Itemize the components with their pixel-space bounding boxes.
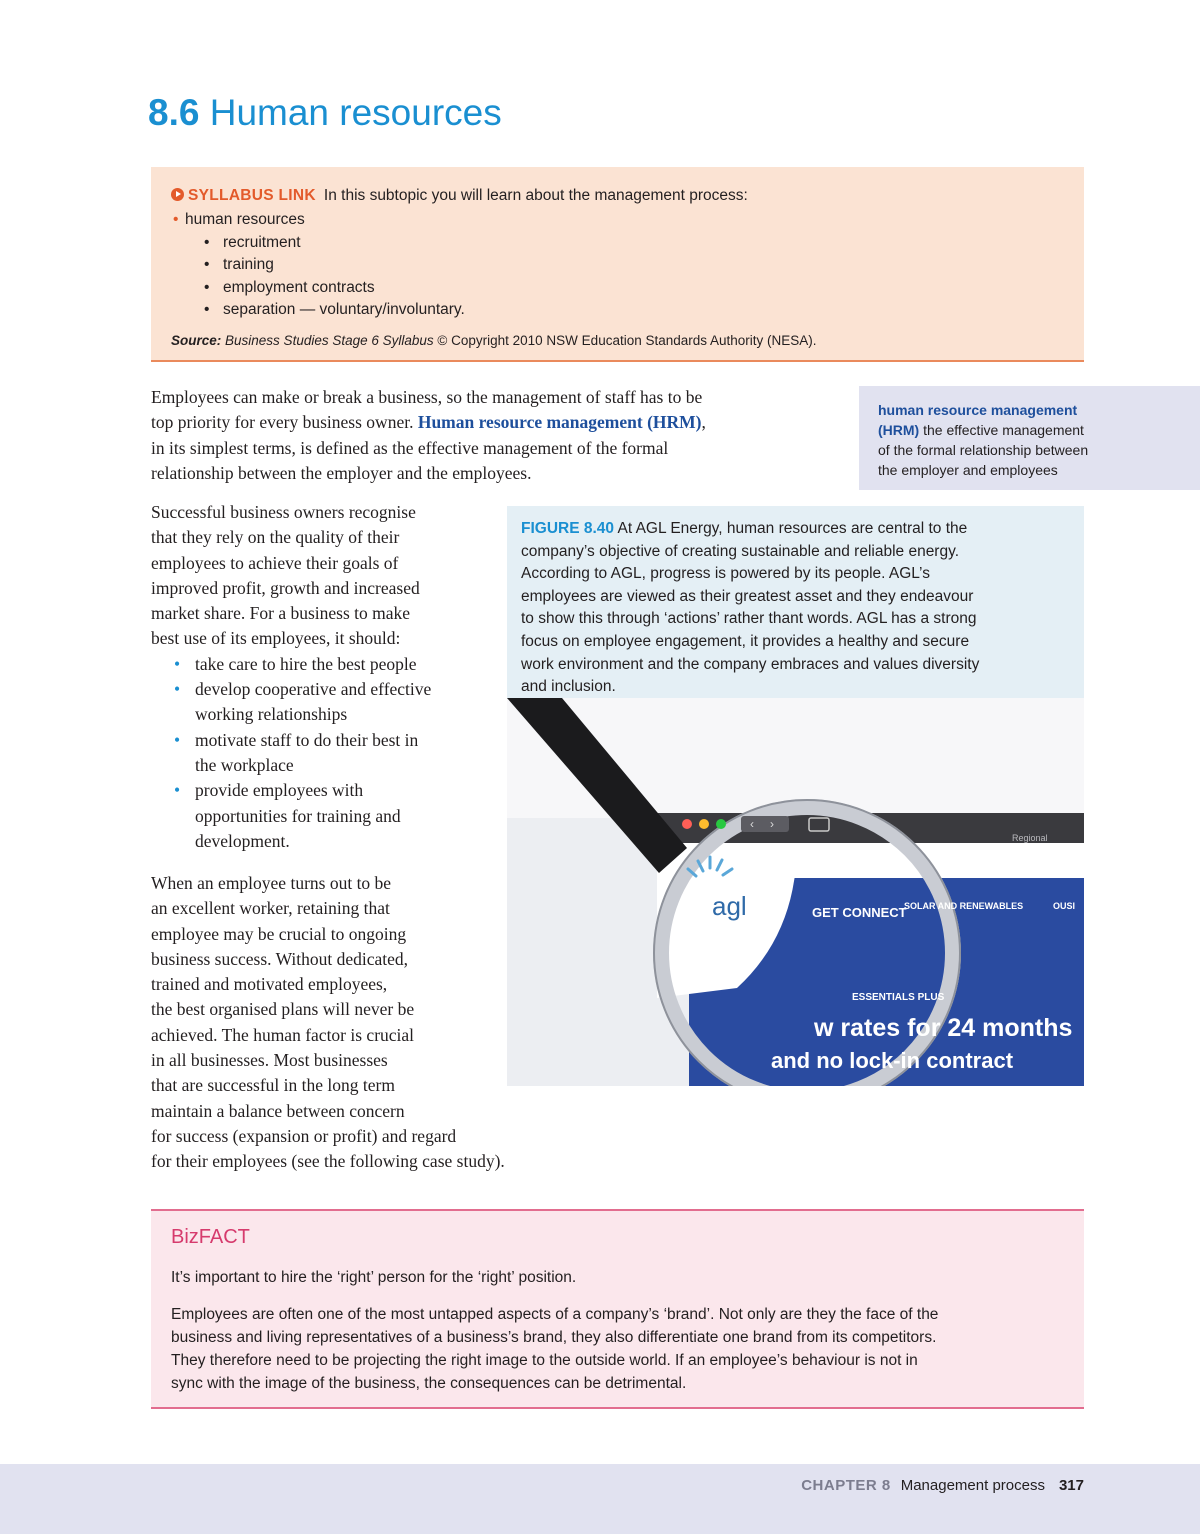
bizfact-title: BizFACT [171, 1226, 250, 1248]
text-line [521, 518, 979, 541]
syllabus-list [171, 209, 465, 322]
browser-nav-arrows [741, 816, 789, 832]
bizfact-paragraph-2 [171, 1303, 938, 1395]
figure-8-40 [507, 506, 1084, 1086]
source-label: Source: [171, 333, 222, 348]
nav-other: OUSI [1053, 901, 1076, 911]
list-item: • separation — voluntary/involuntary. [171, 299, 465, 322]
text-line: that they rely on the quality of their [151, 527, 400, 548]
browser-close-dot [682, 819, 692, 829]
intro-paragraph [151, 385, 831, 486]
text-fragment: top priority for every business owner. [151, 412, 418, 433]
text-line: • motivate staff to do their best in [195, 729, 419, 750]
text-line: business and living representatives of a business’s brand, they also differentiate one brand from its competitors. [171, 1329, 937, 1346]
list-item [151, 677, 431, 728]
text-line: and inclusion. [521, 678, 616, 696]
bizfact-paragraph-1: It’s important to hire the ‘right’ person for the ‘right’ position. [171, 1269, 577, 1286]
text-line: • take care to hire the best people [195, 653, 417, 674]
text-line: They therefore need to be projecting the right image to the outside world. If an employee’s behaviour is not in [171, 1352, 918, 1369]
glossary-term: human resource management [878, 402, 1078, 418]
text-line: employees to achieve their goals of [151, 552, 399, 573]
syllabus-intro [171, 187, 748, 205]
text-line: According to AGL, progress is powered by its people. AGL’s [521, 565, 930, 583]
promo-small-label: ESSENTIALS PLUS [852, 992, 945, 1003]
text-line: the best organised plans will never be [151, 999, 415, 1020]
syllabus-intro-text: In this subtopic you will learn about the management process: [323, 187, 748, 204]
top-bar-text: Regional [1012, 833, 1048, 843]
text-line: an excellent worker, retaining that [151, 898, 390, 919]
glossary-term-abbr: (HRM) [878, 422, 920, 438]
text-line: focus on employee engagement, it provides a healthy and secure [521, 632, 970, 650]
figure-caption [521, 518, 979, 699]
section-heading [148, 92, 502, 134]
nav-get-connected: GET CONNECT [812, 905, 907, 920]
text-fragment: At AGL Energy, human resources are central to the [614, 520, 968, 537]
list-item: • human resources [171, 209, 465, 232]
page-footer [0, 1464, 1200, 1534]
text-line: to show this through ‘actions’ rather thant words. AGL has a strong [521, 610, 977, 628]
text-line: that are successful in the long term [151, 1075, 395, 1096]
play-arrow-icon [171, 188, 184, 201]
forward-arrow-icon: › [770, 817, 774, 831]
text-line: in all businesses. Most businesses [151, 1050, 388, 1071]
text-line: work environment and the company embraces and values diversity [521, 655, 980, 673]
list-item [151, 778, 431, 854]
text-line: opportunities for training and [195, 805, 401, 826]
glossary-definition: the employer and employees [878, 462, 1058, 478]
text-fragment: , [701, 412, 706, 433]
text-line: achieved. The human factor is crucial [151, 1024, 415, 1045]
source-title: Business Studies Stage 6 Syllabus [225, 333, 434, 348]
text-line: Successful business owners recognise [151, 502, 416, 522]
text-line: improved profit, growth and increased [151, 577, 420, 598]
text-line: When an employee turns out to be [151, 873, 392, 893]
syllabus-link-box [151, 167, 1084, 362]
text-line: maintain a balance between concern [151, 1100, 405, 1121]
list-item [151, 652, 431, 677]
glossary-definition: of the formal relationship between [878, 442, 1089, 458]
glossary-definition: the effective management [919, 422, 1084, 438]
text-line: sync with the image of the business, the consequences can be detrimental. [171, 1375, 687, 1392]
browser-maximize-dot [716, 819, 726, 829]
text-line: employees are viewed as their greatest asset and they endeavour [521, 587, 974, 605]
list-item [151, 728, 431, 779]
bullet-list [151, 652, 431, 854]
source-copyright: © Copyright 2010 NSW Education Standards Authority (NESA). [437, 333, 817, 348]
promo-headline-1: w rates for 24 months [814, 1014, 1073, 1042]
text-line: Employees can make or break a business, so the management of staff has to be [151, 387, 703, 407]
paragraph-business-owners [151, 500, 431, 854]
text-line: working relationships [195, 704, 348, 725]
section-title: Human resources [209, 92, 502, 133]
magnifier-illustration [507, 698, 1084, 1086]
agl-magnifier-photo [507, 698, 1084, 1086]
chapter-label: CHAPTER 8 [801, 1477, 891, 1494]
text-line: the workplace [195, 754, 294, 775]
text-line: company’s objective of creating sustainable and reliable energy. [521, 542, 959, 560]
text-line [151, 410, 831, 435]
text-line: for success (expansion or profit) and regard [151, 1125, 457, 1146]
list-item: • employment contracts [171, 277, 465, 300]
text-line: in its simplest terms, is defined as the effective management of the formal [151, 437, 669, 458]
agl-logo-text: agl [712, 891, 747, 921]
text-line: Employees are often one of the most untapped aspects of a company’s ‘brand’. Not only are they the face of the [171, 1306, 939, 1323]
text-line: business success. Without dedicated, [151, 948, 409, 969]
browser-minimize-dot [699, 819, 709, 829]
chapter-title: Management process [900, 1477, 1045, 1494]
glossary-margin-note [859, 386, 1200, 490]
paragraph-retention [151, 871, 505, 1175]
text-line: • develop cooperative and effective [195, 679, 432, 700]
back-arrow-icon: ‹ [750, 817, 754, 831]
promo-headline-2: and no lock-in contract [771, 1048, 1014, 1073]
key-term: Human resource management (HRM) [417, 412, 702, 433]
section-number: 8.6 [148, 92, 200, 133]
text-line: development. [195, 830, 290, 851]
list-item: • training [171, 254, 465, 277]
text-line: relationship between the employer and the employees. [151, 462, 532, 483]
text-line: trained and motivated employees, [151, 974, 388, 995]
figure-label: FIGURE 8.40 [521, 520, 615, 537]
text-line: market share. For a business to make [151, 603, 411, 624]
syllabus-link-label: SYLLABUS LINK [188, 187, 316, 204]
text-line: employee may be crucial to ongoing [151, 923, 407, 944]
syllabus-source [171, 333, 817, 348]
text-line: • provide employees with [195, 780, 364, 801]
list-item: • recruitment [171, 232, 465, 255]
nav-solar: SOLAR AND RENEWABLES [904, 901, 1024, 911]
glossary-line [878, 420, 1200, 440]
text-line: for their employees (see the following case study). [151, 1151, 505, 1172]
bizfact-box [151, 1209, 1084, 1409]
footer-text [801, 1477, 1084, 1494]
text-line: best use of its employees, it should: [151, 628, 401, 649]
page-number: 317 [1058, 1477, 1084, 1494]
